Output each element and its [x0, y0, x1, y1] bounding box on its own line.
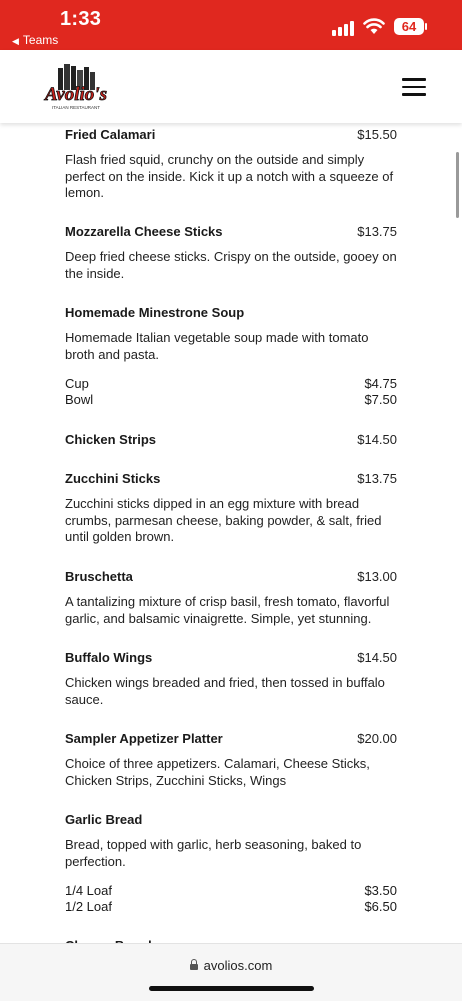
item-name: Zucchini Sticks	[65, 471, 161, 486]
menu-item-minestrone-soup	[65, 305, 397, 408]
item-description: Zucchini sticks dipped in an egg mixture with bread crumbs, parmesan cheese, baking powder, & salt, fried until golden brown.	[65, 496, 382, 544]
size-price: $3.50	[364, 883, 397, 898]
item-name: Homemade Minestrone Soup	[65, 305, 245, 320]
size-label: Bowl	[65, 392, 94, 407]
status-time: 1:33	[60, 8, 102, 30]
item-description: Flash fried squid, crunchy on the outside and simply perfect on the inside. Kick it up a notch with a squeeze of lemon.	[65, 152, 394, 200]
menu-item-mozzarella-cheese-sticks	[65, 224, 397, 282]
home-indicator[interactable]	[149, 986, 314, 991]
item-name: Buffalo Wings	[65, 650, 153, 665]
item-price: $13.75	[357, 471, 397, 486]
size-price: $6.50	[364, 899, 397, 914]
menu-item-garlic-bread	[65, 812, 397, 915]
status-bar	[0, 0, 462, 50]
item-price: $14.50	[357, 432, 397, 447]
item-price: $13.00	[357, 569, 397, 584]
battery-level: 64	[401, 19, 417, 34]
back-app-label: Teams	[22, 33, 59, 47]
size-price: $7.50	[364, 392, 397, 407]
item-description: A tantalizing mixture of crisp basil, fresh tomato, flavorful garlic, and balsamic vinaigrette. Simple, yet stunning.	[65, 594, 390, 626]
size-price: $4.75	[364, 376, 397, 391]
item-description: Deep fried cheese sticks. Crispy on the outside, gooey on the inside.	[65, 249, 397, 281]
lock-icon	[190, 964, 198, 970]
item-name: Chicken Strips	[65, 432, 157, 447]
battery-nub	[425, 23, 427, 30]
item-price: $20.00	[357, 731, 397, 746]
item-price: $14.50	[357, 650, 397, 665]
scrollbar[interactable]	[456, 152, 459, 218]
battery-icon	[394, 18, 424, 35]
restaurant-logo[interactable]	[40, 64, 112, 112]
wifi-icon	[363, 17, 385, 35]
item-name: Mozzarella Cheese Sticks	[65, 224, 223, 239]
menu-item-zucchini-sticks	[65, 471, 397, 546]
menu-item-fried-calamari	[65, 127, 397, 202]
size-option	[65, 883, 397, 899]
url-text: avolios.com	[203, 958, 273, 973]
size-label: Cup	[65, 376, 89, 391]
size-options	[65, 376, 397, 408]
item-description: Chicken wings breaded and fried, then tossed in buffalo sauce.	[65, 675, 385, 707]
url-display[interactable]	[0, 958, 462, 973]
item-name: Garlic Bread	[65, 812, 143, 827]
item-price: $13.75	[357, 224, 397, 239]
menu-item-bruschetta	[65, 569, 397, 627]
size-option	[65, 899, 397, 915]
size-options	[65, 883, 397, 915]
item-name: Fried Calamari	[65, 127, 156, 142]
size-label: 1/4 Loaf	[65, 883, 112, 898]
svg-text:ITALIAN RESTAURANT: ITALIAN RESTAURANT	[51, 105, 101, 110]
item-name: Sampler Appetizer Platter	[65, 731, 223, 746]
svg-text:Avolio's: Avolio's	[45, 84, 107, 105]
size-label: 1/2 Loaf	[65, 899, 112, 914]
menu-item-chicken-strips	[65, 432, 397, 448]
site-header	[0, 50, 462, 123]
back-to-app-link[interactable]	[12, 33, 58, 47]
hamburger-icon[interactable]	[402, 78, 426, 96]
menu-item-sampler-platter	[65, 731, 397, 789]
size-option	[65, 376, 397, 392]
cellular-signal-icon	[332, 20, 356, 36]
item-description: Choice of three appetizers. Calamari, Cheese Sticks, Chicken Strips, Zucchini Sticks, Wings	[65, 756, 370, 788]
item-description: Homemade Italian vegetable soup made with tomato broth and pasta.	[65, 330, 369, 362]
menu-item-buffalo-wings	[65, 650, 397, 708]
back-arrow-icon: ◀	[12, 36, 19, 46]
menu-list	[0, 123, 462, 943]
item-name: Bruschetta	[65, 569, 133, 584]
item-description: Bread, topped with garlic, herb seasoning, baked to perfection.	[65, 837, 362, 869]
size-option	[65, 392, 397, 408]
item-price: $15.50	[357, 127, 397, 142]
browser-url-bar[interactable]	[0, 943, 462, 1001]
